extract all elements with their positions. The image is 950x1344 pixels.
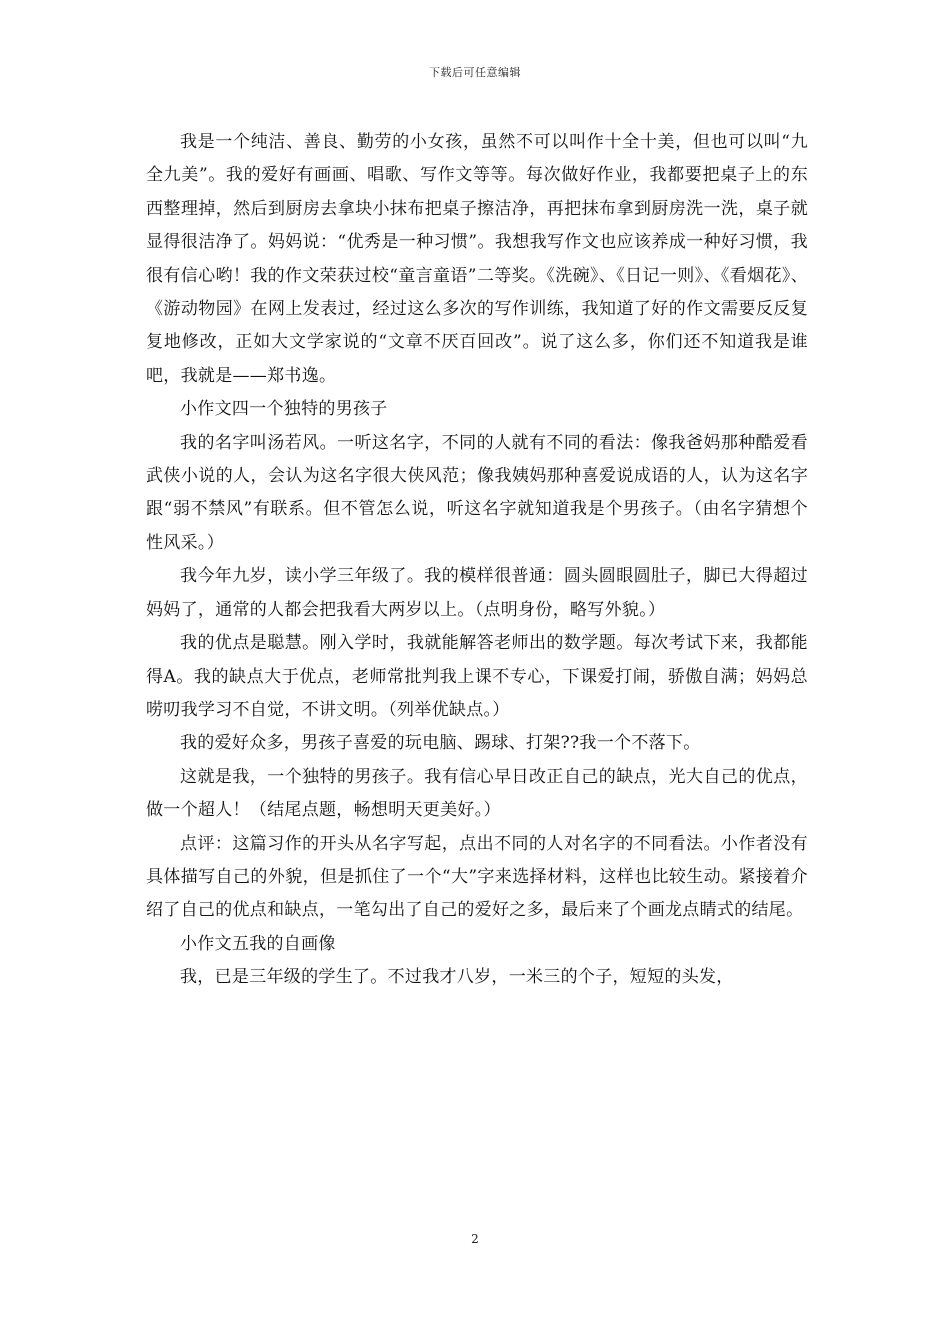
paragraph-conclusion: 这就是我，一个独特的男孩子。我有信心早日改正自己的缺点，光大自己的优点，做一个超人！（结尾点题，畅想明天更美好。） [146,766,808,821]
paragraph-self-intro: 我是一个纯洁、善良、勤劳的小女孩，虽然不可以叫作十全十美，但也可以叫“九全九美”。我的爱好有画画、唱歌、写作文等等。每次做好作业，我都要把桌子上的东西整理掉，然后到厨房去拿块小抹布把桌子擦洁净，再把抹布拿到厨房洗一洗，桌子就显得很洁净了。妈妈说：“优秀是一种习惯”。我想我写作文也应该养成一种好习惯，我很有信心哟！我的作文荣获过校“童言童语”二等奖。《洗碗》、《日记一则》、《看烟花》、《游动物园》在网上发表过，经过这么多次的写作训练，我知道了好的作文需要反反复复地修改，正如大文学家说的“文章不厌百回改”。说了这么多，你们还不知道我是谁吧，我就是——郑书逸。 [146,132,808,386]
paragraph-name: 我的名字叫汤若风。一听这名字，不同的人就有不同的看法：像我爸妈那种酷爱看武侠小说的人，会认为这名字很大侠风范；像我姨妈那种喜爱说成语的人，认为这名字跟“弱不禁风”有联系。但不管怎么说，听这名字就知道我是个男孩子。（由名字猜想个性风采。） [146,432,808,553]
essay-title-four: 小作文四一个独特的男孩子 [180,399,388,420]
document-body [146,126,808,995]
paragraph-self-portrait: 我，已是三年级的学生了。不过我才八岁，一米三的个子，短短的头发， [180,967,734,988]
paragraph-appearance: 我今年九岁，读小学三年级了。我的模样很普通：圆头圆眼圆肚子，脚已大得超过妈妈了，通常的人都会把我看大两岁以上。（点明身份，略写外貌。） [146,566,808,620]
page-header: 下载后可任意编辑 [429,66,521,79]
paragraph-review: 点评：这篇习作的开头从名字写起，点出不同的人对名字的不同看法。小作者没有具体描写自己的外貌，但是抓住了一个“大”字来选择材料，这样也比较生动。紧接着介绍了自己的优点和缺点，一笔勾出了自己的爱好之多，最后来了个画龙点睛式的结尾。 [146,833,808,921]
paragraph-strengths-weaknesses: 我的优点是聪慧。刚入学时，我就能解答老师出的数学题。每次考试下来，我都能得A。我的缺点大于优点，老师常批判我上课不专心，下课爱打闹，骄傲自满；妈妈总唠叨我学习不自觉，不讲文明。（列举优缺点。） [146,633,808,720]
paragraph-hobbies: 我的爱好众多，男孩子喜爱的玩电脑、踢球、打架??我一个不落下。 [180,733,701,754]
page-number: 2 [471,1232,479,1246]
essay-title-five: 小作文五我的自画像 [180,933,336,954]
